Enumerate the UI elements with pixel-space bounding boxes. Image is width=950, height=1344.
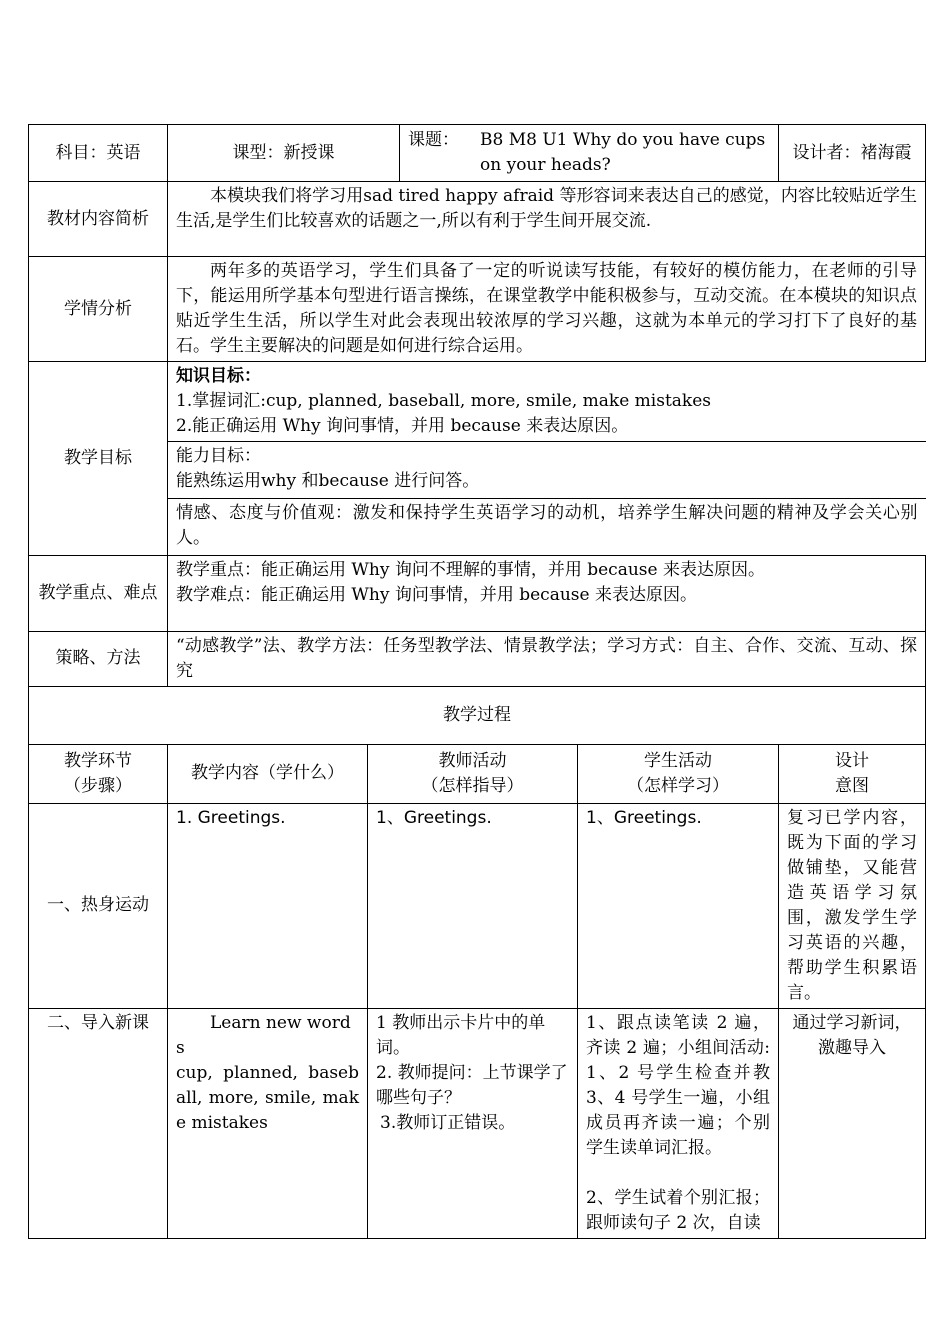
header-teacher-line-2: （怎样指导）	[421, 775, 524, 796]
header-teacher-line-1: 教师活动	[438, 750, 507, 771]
process-header-row	[29, 744, 926, 803]
subject-cell: 科目：英语	[29, 125, 168, 182]
knowledge-title: 知识目标：	[176, 366, 261, 386]
header-student-line-1: 学生活动	[644, 750, 712, 771]
header-content: 教学内容（学什么）	[168, 744, 368, 803]
leadin-student-item-1: 1、跟点读笔读 2 遍，齐读 2 遍；小组间活动:1、2 号学生检查并教 3、4 号学生一遍，小组成员再齐读一遍；个别学生读单词汇报。	[586, 1012, 770, 1158]
header-design	[779, 744, 926, 803]
strategy-label: 策略、方法	[29, 631, 168, 686]
material-row	[29, 182, 926, 257]
key-points-row	[29, 555, 926, 631]
objectives-label: 教学目标	[29, 362, 168, 556]
strategy-text: “动感教学”法、教学方法：任务型教学法、情景教学法；学习方式：自主、合作、交流、互动、探究	[168, 631, 926, 686]
topic-cell	[400, 125, 779, 182]
header-step-line-1: 教学环节	[64, 750, 132, 771]
student-analysis-row	[29, 257, 926, 362]
header-step	[29, 744, 168, 803]
header-teacher	[368, 744, 578, 803]
header-step-line-2: （步骤）	[64, 775, 132, 796]
objectives-content	[168, 362, 926, 556]
topic-text: B8 M8 U1 Why do you have cups on your heads?	[480, 130, 766, 175]
ability-title: 能力目标：	[176, 446, 261, 466]
lesson-plan-document	[28, 124, 925, 1239]
warmup-student: 1、Greetings.	[578, 803, 779, 1008]
objectives-row	[29, 362, 926, 556]
warmup-content: 1. Greetings.	[168, 803, 368, 1008]
leadin-design: 通过学习新词，激趣导入	[779, 1008, 926, 1238]
lesson-plan-table	[28, 124, 926, 1239]
header-student	[578, 744, 779, 803]
warmup-design: 复习已学内容，既为下面的学习做铺垫，又能营造英语学习氛围，激发学生学习英语的兴趣，帮助学生积累语言。	[779, 803, 926, 1008]
knowledge-item-1: 1.掌握词汇:cup, planned, baseball, more, smile, make mistakes	[176, 391, 712, 411]
strategy-row	[29, 631, 926, 686]
knowledge-item-2: 2.能正确运用 Why 询问事情，并用 because 来表达原因。	[176, 416, 629, 436]
key-point-text: 教学重点：能正确运用 Why 询问不理解的事情，并用 because 来表达原因。	[176, 559, 765, 580]
leadin-teacher-item-1: 1 教师出示卡片中的单词。	[376, 1012, 546, 1058]
process-row-warmup	[29, 803, 926, 1008]
leadin-student-item-2: 2、学生试着个别汇报；跟师读句子 2 次，自读	[586, 1187, 770, 1233]
key-points-label: 教学重点、难点	[29, 555, 168, 631]
student-analysis-label: 学情分析	[29, 257, 168, 362]
process-title: 教学过程	[29, 686, 926, 744]
process-title-row	[29, 686, 926, 744]
key-points-content	[168, 555, 926, 631]
student-analysis-text: 两年多的英语学习，学生们具备了一定的听说读写技能，有较好的模仿能力，在老师的引导下，能运用所学基本句型进行语言操练，在课堂教学中能积极参与，互动交流。在本模块的知识点贴近学生生活，所以学生对此会表现出较浓厚的学习兴趣，这就为本单元的学习打下了良好的基石。学生主要解决的问题是如何进行综合运用。	[168, 257, 926, 362]
leadin-content	[168, 1008, 368, 1238]
topic-label: 课题：	[408, 130, 459, 150]
leadin-student	[578, 1008, 779, 1238]
ability-item-1: 能熟练运用why 和because 进行问答。	[176, 471, 480, 491]
emotion-objectives: 情感、态度与价值观：激发和保持学生英语学习的动机，培养学生解决问题的精神及学会关心别人。	[176, 503, 918, 548]
leadin-teacher	[368, 1008, 578, 1238]
ability-objectives	[168, 442, 926, 499]
leadin-content-line-1: Learn new words	[176, 1012, 351, 1058]
material-text: 本模块我们将学习用sad tired happy afraid 等形容词来表达自己的感觉，内容比较贴近学生生活,是学生们比较喜欢的话题之一,所以有利于学生间开展交流.	[168, 182, 926, 257]
difficult-point-text: 教学难点：能正确运用 Why 询问事情，并用 because 来表达原因。	[176, 584, 697, 605]
header-row	[29, 125, 926, 182]
knowledge-objectives	[168, 362, 926, 442]
leadin-step: 二、导入新课	[29, 1008, 168, 1238]
header-design-line-1: 设计	[835, 750, 869, 771]
warmup-teacher: 1、Greetings.	[368, 803, 578, 1008]
header-student-line-2: （怎样学习）	[627, 775, 729, 796]
leadin-teacher-item-2: 2. 教师提问：上节课学了哪些句子？	[376, 1062, 568, 1108]
header-design-line-2: 意图	[835, 775, 869, 796]
lesson-type-cell: 课型：新授课	[168, 125, 400, 182]
designer-cell: 设计者：褚海霞	[779, 125, 926, 182]
leadin-content-line-2: cup, planned, baseball, more, smile, make mistakes	[176, 1062, 359, 1133]
leadin-teacher-item-3: 3.教师订正错误。	[380, 1112, 516, 1133]
process-row-leadin	[29, 1008, 926, 1238]
warmup-step: 一、热身运动	[29, 803, 168, 1008]
material-label: 教材内容简析	[29, 182, 168, 257]
